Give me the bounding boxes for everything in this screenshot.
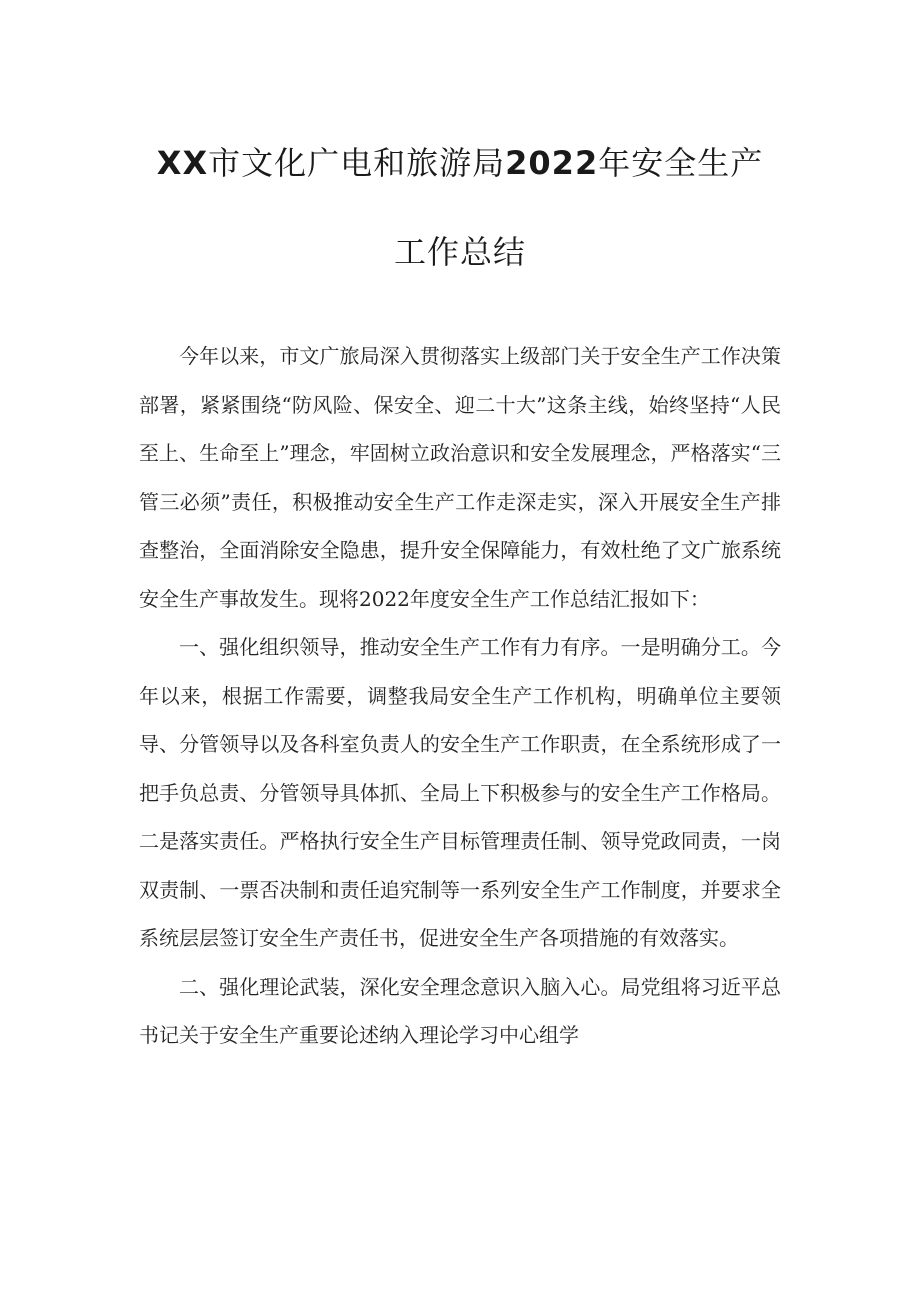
document-title-line-1 [0, 138, 920, 184]
document-body [139, 332, 781, 1060]
document-title-line-2: 工作总结 [393, 233, 526, 271]
title-prefix: XX [156, 144, 209, 182]
paragraph-section-2: 二、强化理论武装，深化安全理念意识入脑入心。局党组将习近平总书记关于安全生产重要论述纳入理论学习中心组学 [139, 974, 781, 1047]
paragraph-intro: 今年以来，市文广旅局深入贯彻落实上级部门关于安全生产工作决策部署，紧紧围绕“防风险、保安全、迎二十大”这条主线，始终坚持“人民至上、生命至上”理念，牢固树立政治意识和安全发展理念，严格落实“三管三必须”责任，积极推动安全生产工作走深走实，深入开展安全生产排查整治，全面消除安全隐患，提升安全保障能力，有效杜绝了文广旅系统安全生产事故发生。现将2022年度安全生产工作总结汇报如下： [139, 344, 781, 611]
title-year: 2022 [505, 144, 599, 182]
title-suffix: 年安全生产 [598, 144, 764, 182]
title-main: 市文化广电和旅游局 [208, 144, 506, 182]
paragraph-section-1: 一、强化组织领导，推动安全生产工作有力有序。一是明确分工。今年以来，根据工作需要，调整我局安全生产工作机构，明确单位主要领导、分管领导以及各科室负责人的安全生产工作职责，在全系统形成了一把手负总责、分管领导具体抓、全局上下积极参与的安全生产工作格局。二是落实责任。严格执行安全生产目标管理责任制、领导党政同责，一岗双责制、一票否决制和责任追究制等一系列安全生产工作制度，并要求全系统层层签订安全生产责任书，促进安全生产各项措施的有效落实。 [139, 635, 781, 950]
